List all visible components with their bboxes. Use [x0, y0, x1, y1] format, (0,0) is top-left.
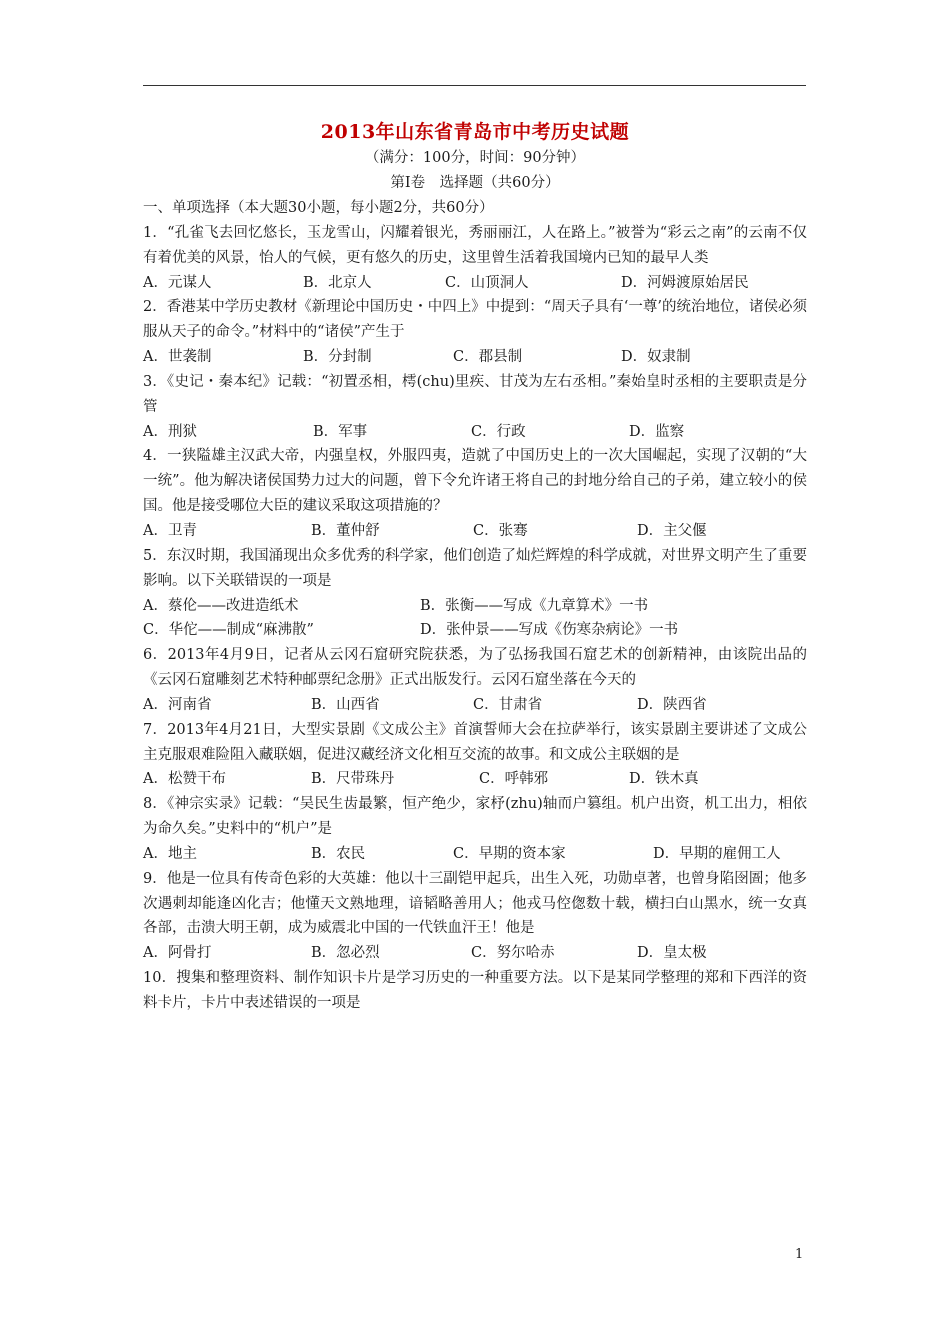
- options-6: [143, 693, 807, 718]
- option[interactable]: B．北京人: [303, 274, 372, 291]
- option[interactable]: C．早期的资本家: [453, 845, 566, 862]
- question-8: 8．《神宗实录》记载：“吴民生齿最繁，恒产绝少，家杼(zhu)轴而户篡组。机户出资，机工出力，相依为命久矣。”史料中的“机户”是: [143, 796, 807, 838]
- options-1: [143, 271, 807, 296]
- volume-heading: 第Ⅰ卷 选择题（共60分）: [390, 175, 560, 191]
- option[interactable]: B．董仲舒: [311, 522, 380, 539]
- option[interactable]: D．陕西省: [637, 696, 707, 713]
- question-4: 4．一狭隘雄主汉武大帝，内强皇权，外服四夷，造就了中国历史上的一次大国崛起，实现了汉朝的“大一统”。他为解决诸侯国势力过大的问题，曾下令允许诸王将自己的封地分给自己的子弟，建立较小的侯国。他是接受哪位大臣的建议采取这项措施的？: [143, 448, 807, 515]
- option[interactable]: C．努尔哈赤: [471, 945, 555, 962]
- option[interactable]: A．松赞干布: [143, 771, 226, 788]
- option[interactable]: C．甘肃省: [473, 696, 543, 713]
- option[interactable]: D．皇太极: [637, 945, 707, 962]
- option[interactable]: C．郡县制: [453, 349, 523, 366]
- option[interactable]: A．地主: [143, 845, 197, 862]
- exam-page: [143, 118, 807, 1016]
- option[interactable]: C．华佗——制成“麻沸散”: [143, 622, 314, 639]
- option[interactable]: B．分封制: [303, 349, 372, 366]
- options-2: [143, 345, 807, 370]
- header-rule: [143, 85, 806, 86]
- options-3: [143, 420, 807, 445]
- options-5b: [143, 618, 807, 643]
- option[interactable]: C．张骞: [473, 522, 528, 539]
- question-3: 3．《史记・秦本纪》记载：“初置丞相，樗(chu)里疾、甘茂为左右丞相。”秦始皇时丞相的主要职责是分管: [143, 373, 807, 415]
- options-9: [143, 941, 807, 966]
- option[interactable]: C．山顶洞人: [445, 274, 529, 291]
- option[interactable]: D．张仲景——写成《伤寒杂病论》一书: [420, 622, 679, 639]
- option[interactable]: B．忽必烈: [311, 945, 380, 962]
- score-time: （满分：100分，时间：90分钟）: [364, 150, 586, 166]
- option[interactable]: C．呼韩邪: [479, 771, 549, 788]
- option[interactable]: D．奴隶制: [621, 349, 691, 366]
- option[interactable]: B．山西省: [311, 696, 380, 713]
- page-number: 1: [795, 1247, 804, 1262]
- option[interactable]: B．军事: [313, 423, 368, 440]
- option[interactable]: C．行政: [471, 423, 526, 440]
- option[interactable]: D．早期的雇佣工人: [653, 845, 781, 862]
- section-heading: 一、单项选择（本大题30小题，每小题2分，共60分）: [143, 200, 494, 216]
- options-8: [143, 842, 807, 867]
- option[interactable]: A．蔡伦——改进造纸术: [143, 597, 299, 614]
- option[interactable]: A．世袭制: [143, 349, 212, 366]
- question-6: 6．2013年4月9日，记者从云冈石窟研究院获悉，为了弘扬我国石窟艺术的创新精神，由该院出品的《云冈石窟雕刻艺术特种邮票纪念册》正式出版发行。云冈石窟坐落在今天的: [143, 647, 807, 689]
- question-2: 2．香港某中学历史教材《新理论中国历史・中四上》中提到：“周天子具有‘一尊’的统治地位，诸侯必须服从天子的命令。”材料中的“诸侯”产生于: [143, 299, 807, 341]
- option[interactable]: A．河南省: [143, 696, 212, 713]
- option[interactable]: D．河姆渡原始居民: [621, 274, 749, 291]
- option[interactable]: B．农民: [311, 845, 366, 862]
- option[interactable]: D．监察: [629, 423, 685, 440]
- exam-title: 2013年山东省青岛市中考历史试题: [320, 121, 630, 143]
- option[interactable]: A．阿骨打: [143, 945, 212, 962]
- option[interactable]: D．主父偃: [637, 522, 707, 539]
- option[interactable]: A．卫青: [143, 522, 197, 539]
- question-5: 5．东汉时期，我国涌现出众多优秀的科学家，他们创造了灿烂辉煌的科学成就，对世界文明产生了重要影响。以下关联错误的一项是: [143, 547, 807, 589]
- option[interactable]: B．尺带珠丹: [311, 771, 395, 788]
- question-10: 10．搜集和整理资料、制作知识卡片是学习历史的一种重要方法。以下是某同学整理的郑和下西洋的资料卡片，卡片中表述错误的一项是: [143, 970, 807, 1011]
- option[interactable]: A．元谋人: [143, 274, 212, 291]
- options-7: [143, 767, 807, 792]
- question-1: 1．“孔雀飞去回忆悠长，玉龙雪山，闪耀着银光，秀丽丽江，人在路上。”被誉为“彩云之南”的云南不仅有着优美的风景，怡人的气候，更有悠久的历史，这里曾生活着我国境内已知的最早人类: [143, 224, 807, 266]
- option[interactable]: D．铁木真: [629, 771, 699, 788]
- question-7: 7．2013年4月21日，大型实景剧《文成公主》首演誓师大会在拉萨举行，该实景剧主要讲述了文成公主克服艰难险阻入藏联姻，促进汉藏经济文化相互交流的故事。和文成公主联姻的是: [143, 721, 807, 763]
- option[interactable]: A．刑狱: [143, 423, 197, 440]
- options-5a: [143, 594, 807, 619]
- option[interactable]: B．张衡——写成《九章算术》一书: [420, 597, 649, 614]
- options-4: [143, 519, 807, 544]
- question-9: 9．他是一位具有传奇色彩的大英雄：他以十三副铠甲起兵，出生入死，功勋卓著，也曾身陷囹圄；他多次遇刺却能逢凶化吉；他懂天文熟地理，谙韬略善用人；他戎马倥偬数十载，横扫白山黑水，统一女真各部，击溃大明王朝，成为威震北中国的一代铁血汗王！他是: [143, 870, 807, 937]
